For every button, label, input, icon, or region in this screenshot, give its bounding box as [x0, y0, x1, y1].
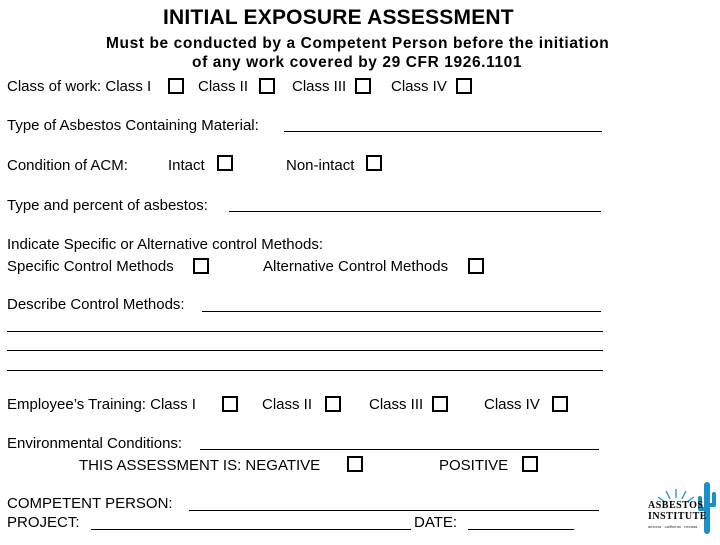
- class-of-work-class3-checkbox[interactable]: [355, 78, 371, 94]
- specific-control-label: Specific Control Methods: [7, 258, 174, 275]
- assessment-negative-checkbox[interactable]: [347, 456, 363, 472]
- describe-control-label: Describe Control Methods:: [7, 296, 185, 313]
- condition-intact-checkbox[interactable]: [217, 155, 233, 171]
- training-class3-checkbox[interactable]: [432, 396, 448, 412]
- assessment-positive-label: POSITIVE: [439, 457, 509, 474]
- alternative-control-label: Alternative Control Methods: [263, 258, 449, 275]
- project-label: PROJECT:: [7, 514, 80, 531]
- acm-type-label: Type of Asbestos Containing Material:: [7, 117, 259, 134]
- training-class1-checkbox[interactable]: [222, 396, 238, 412]
- competent-person-field[interactable]: [189, 510, 599, 511]
- date-label: DATE:: [414, 514, 458, 531]
- asbestos-type-label: Type and percent of asbestos:: [7, 197, 208, 214]
- form-title: INITIAL EXPOSURE ASSESSMENT: [163, 6, 514, 29]
- class-of-work-label: Class of work: Class I: [7, 78, 152, 95]
- condition-non-intact-label: Non-intact: [286, 157, 355, 174]
- class-of-work-class4-label: Class IV: [391, 78, 447, 95]
- specific-control-checkbox[interactable]: [193, 258, 209, 274]
- describe-control-line-3[interactable]: [7, 350, 603, 351]
- logo-line3: arizona · california · nevada: [648, 524, 698, 529]
- acm-type-field[interactable]: [284, 131, 602, 132]
- class-of-work-class1-checkbox[interactable]: [168, 78, 184, 94]
- competent-person-label: COMPETENT PERSON:: [7, 495, 173, 512]
- control-methods-heading: Indicate Specific or Alternative control Methods:: [7, 236, 323, 253]
- training-class2-checkbox[interactable]: [325, 396, 341, 412]
- environmental-field[interactable]: [200, 449, 599, 450]
- condition-intact-label: Intact: [168, 157, 205, 174]
- logo-line2: INSTITUTE: [648, 511, 707, 522]
- training-class2-label: Class II: [262, 396, 313, 413]
- asbestos-type-field[interactable]: [229, 211, 601, 212]
- date-field[interactable]: [468, 529, 574, 530]
- describe-control-line-2[interactable]: [7, 331, 603, 332]
- assessment-negative-label: THIS ASSESSMENT IS: NEGATIVE: [79, 457, 321, 474]
- describe-control-field[interactable]: [202, 311, 601, 312]
- training-class4-checkbox[interactable]: [552, 396, 568, 412]
- class-of-work-class4-checkbox[interactable]: [456, 78, 472, 94]
- class-of-work-class2-checkbox[interactable]: [259, 78, 275, 94]
- form-subtitle-line2: of any work covered by 29 CFR 1926.1101: [192, 54, 523, 71]
- training-class4-label: Class IV: [484, 396, 540, 413]
- condition-non-intact-checkbox[interactable]: [366, 155, 382, 171]
- alternative-control-checkbox[interactable]: [468, 258, 484, 274]
- class-of-work-class3-label: Class III: [292, 78, 347, 95]
- training-label: Employee’s Training: Class I: [7, 396, 196, 413]
- assessment-positive-checkbox[interactable]: [522, 456, 538, 472]
- project-field[interactable]: [91, 529, 411, 530]
- form-subtitle-line1: Must be conducted by a Competent Person before the initiation: [106, 35, 610, 52]
- training-class3-label: Class III: [369, 396, 424, 413]
- logo-line1: ASBESTOS: [648, 500, 704, 511]
- describe-control-line-4[interactable]: [7, 370, 603, 371]
- environmental-label: Environmental Conditions:: [7, 435, 183, 452]
- condition-label: Condition of ACM:: [7, 157, 128, 174]
- class-of-work-class2-label: Class II: [198, 78, 249, 95]
- asbestos-institute-logo: [646, 478, 718, 540]
